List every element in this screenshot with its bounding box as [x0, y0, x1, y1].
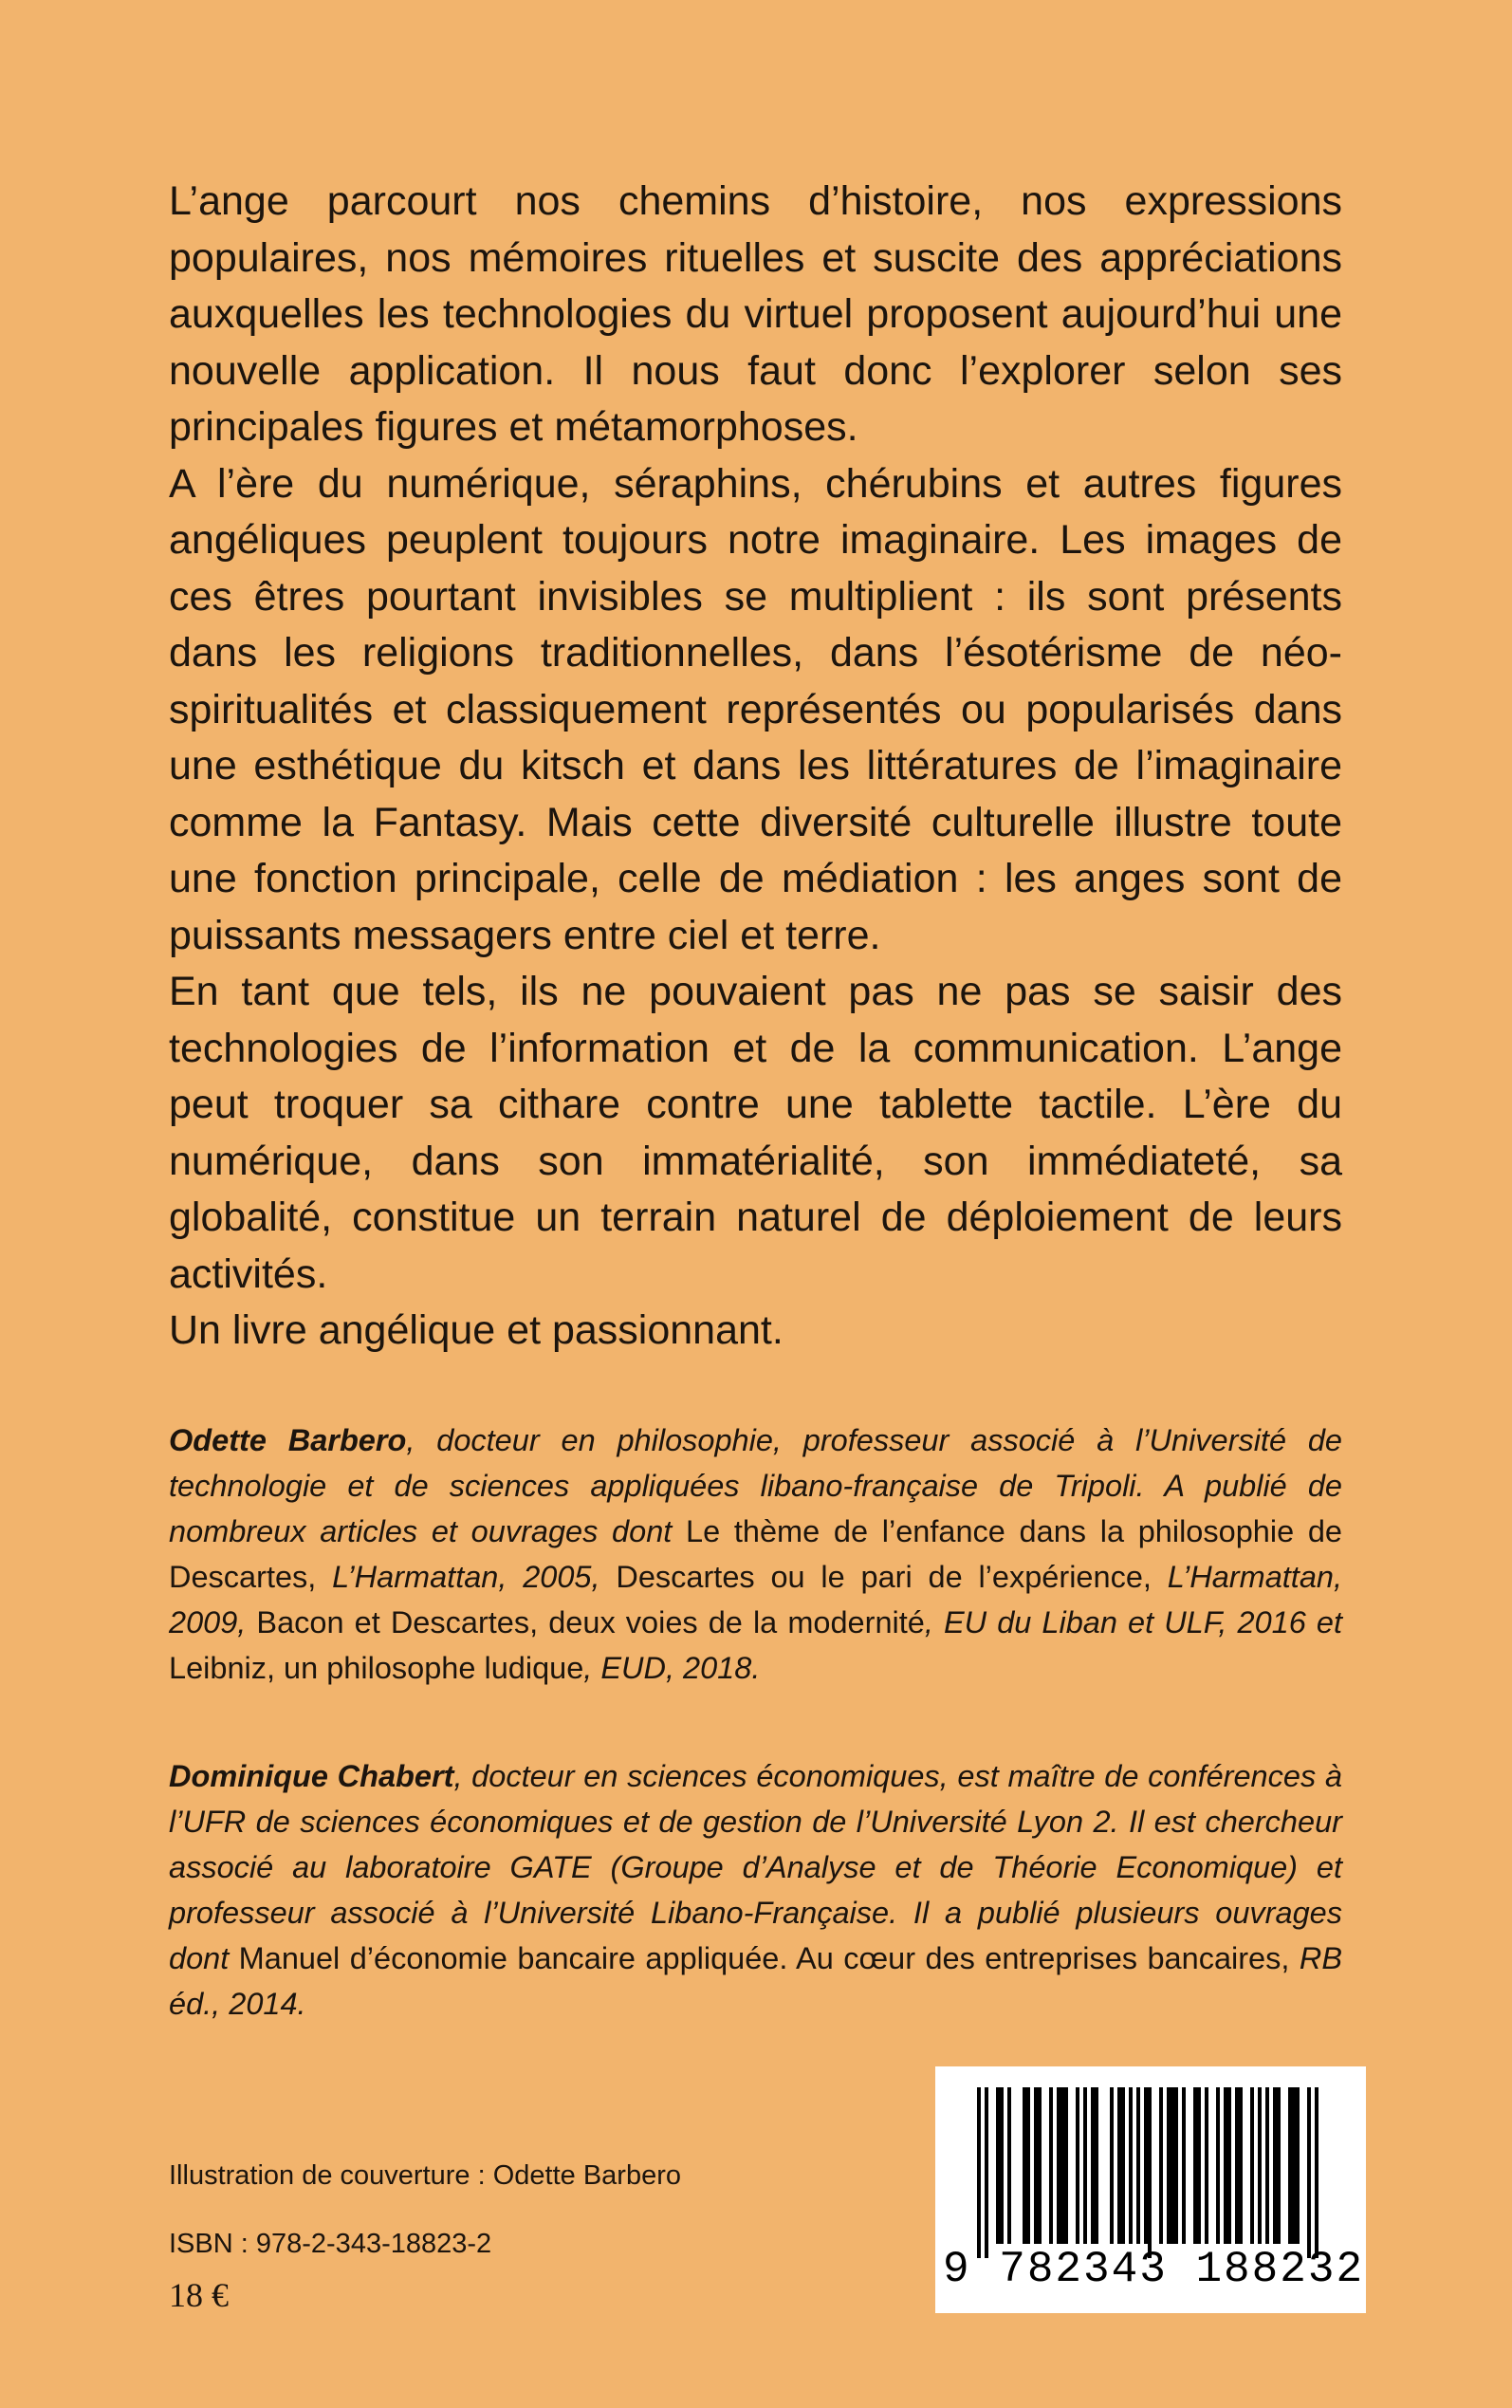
- book-title: Manuel d’économie bancaire appliquée. Au cœur des entreprises bancaires,: [229, 1941, 1300, 1975]
- barcode-bar: [1095, 2087, 1098, 2244]
- barcode-bar: [1315, 2087, 1318, 2258]
- book-title: Leibniz, un philosophe ludique: [169, 1651, 584, 1685]
- author-bio-barbero: [169, 1417, 1342, 1691]
- bio-text: L’Harmattan, 2009,: [169, 1560, 1343, 1639]
- barcode-bar: [1000, 2087, 1004, 2244]
- barcode-bar: [1205, 2087, 1208, 2244]
- barcode-bar: [1148, 2087, 1152, 2258]
- bio-text: , docteur en sciences économiques, est maître de conférences à l’UFR de sciences économiques et de gestion de l’Université Lyon 2. Il est chercheur associé au laboratoire GATE (Groupe d’Analyse et de Théorie Economique) et professeur associé à l’Université Libano-Française. Il a publié plusieurs ouvrages dont: [169, 1759, 1342, 1975]
- barcode-bar: [1265, 2087, 1269, 2244]
- blurb-paragraph-4: Un livre angélique et passionnant.: [169, 1307, 784, 1353]
- barcode-bar: [996, 2087, 1000, 2244]
- price: 18 €: [169, 2276, 229, 2314]
- barcode-bar: [1273, 2087, 1277, 2244]
- barcode-bar: [985, 2087, 988, 2258]
- barcode-bar: [1167, 2087, 1171, 2244]
- book-title: Descartes ou le pari de l’expérience,: [599, 1560, 1168, 1594]
- barcode-bar: [1193, 2087, 1197, 2244]
- book-title: Bacon et Descartes, deux voies de la modernité: [246, 1605, 925, 1639]
- barcode-bar: [1296, 2087, 1300, 2244]
- barcode-bar: [1110, 2087, 1114, 2244]
- author-name: Odette Barbero: [169, 1423, 407, 1457]
- barcode-bar: [1144, 2087, 1148, 2244]
- barcode-bar: [1117, 2087, 1121, 2244]
- illustration-credit: Illustration de couverture : Odette Barbero: [169, 2160, 682, 2191]
- barcode-bar: [1091, 2087, 1095, 2244]
- barcode-bar: [1049, 2087, 1053, 2244]
- barcode-bar: [1174, 2087, 1178, 2244]
- barcode-bar: [977, 2087, 981, 2258]
- barcode-bar: [1026, 2087, 1030, 2244]
- barcode-bar: [1171, 2087, 1174, 2244]
- bio-text: L’Harmattan, 2005,: [332, 1560, 600, 1594]
- barcode-bar: [1235, 2087, 1239, 2244]
- bio-text: , EU du Liban et ULF, 2016 et: [924, 1605, 1342, 1639]
- barcode-bar: [1159, 2087, 1163, 2244]
- barcode-bar: [1288, 2087, 1292, 2244]
- barcode-bar: [1129, 2087, 1133, 2244]
- blurb-paragraph-1: L’ange parcourt nos chemins d’histoire, nos expressions populaires, nos mémoires rituelles et suscite des appréciations auxquelles les technologies du virtuel proposent aujourd’hui une nouvelle application. Il nous faut donc l’explorer selon ses principales figures et métamorphoses.: [169, 178, 1342, 450]
- barcode-bar: [1034, 2087, 1038, 2244]
- barcode-bar: [1307, 2087, 1311, 2258]
- author-name: Dominique Chabert: [169, 1759, 454, 1793]
- barcode-bar: [1227, 2087, 1231, 2244]
- bio-text: , EUD, 2018.: [583, 1651, 761, 1685]
- blurb: [169, 174, 1342, 1360]
- barcode-bar: [1064, 2087, 1068, 2244]
- barcode: [935, 2066, 1366, 2313]
- barcode-digits: 9 782343 188232: [943, 2245, 1365, 2294]
- barcode-bar: [1182, 2087, 1186, 2244]
- barcode-bar: [1197, 2087, 1201, 2244]
- barcode-bar: [1007, 2087, 1011, 2244]
- barcode-bar: [1060, 2087, 1064, 2244]
- barcode-bar: [1239, 2087, 1243, 2244]
- barcode-bar: [1038, 2087, 1042, 2244]
- barcode-bar: [1216, 2087, 1220, 2244]
- barcode-bar: [1076, 2087, 1079, 2244]
- bio-text: , docteur en philosophie, professeur associé à l’Université de technologie et de sciences appliquées libano-française de Tripoli. A publié de nombreux articles et ouvrages dont: [169, 1423, 1343, 1548]
- barcode-bar: [1224, 2087, 1227, 2244]
- bio-text: RB éd., 2014.: [169, 1941, 1342, 2021]
- barcode-bar: [1023, 2087, 1026, 2244]
- barcode-bar: [1121, 2087, 1125, 2244]
- blurb-paragraph-2: A l’ère du numérique, séraphins, chérubins et autres figures angéliques peuplent toujours notre imaginaire. Les images de ces êtres pourtant invisibles se multiplient : ils sont présents dans les religions traditionnelles, dans l’ésotérisme de néo-spiritualités et classiquement représentés ou popularisés dans une esthétique du kitsch et dans les littératures de l’imaginaire comme la Fantasy. Mais cette diversité culturelle illustre toute une fonction principale, celle de médiation : les anges sont de puissants messagers entre ciel et terre.: [169, 460, 1342, 958]
- barcode-bar: [1250, 2087, 1254, 2244]
- book-title: Le thème de l’enfance dans la philosophie de Descartes,: [169, 1514, 1342, 1594]
- blurb-paragraph-3: En tant que tels, ils ne pouvaient pas ne pas se saisir des technologies de l’information et de la communication. L’ange peut troquer sa cithare contre une tablette tactile. L’ère du numérique, dans son immatérialité, son immédiateté, sa globalité, constitue un terrain naturel de déploiement de leurs activités.: [169, 969, 1342, 1297]
- barcode-bar: [1258, 2087, 1262, 2244]
- barcode-bar: [1136, 2087, 1140, 2244]
- barcode-bar: [1277, 2087, 1281, 2244]
- barcode-bar: [1292, 2087, 1296, 2244]
- barcode-bar: [1083, 2087, 1087, 2244]
- isbn: ISBN : 978-2-343-18823-2: [169, 2229, 492, 2259]
- author-bio-chabert: [169, 1753, 1342, 2027]
- barcode-bar: [1057, 2087, 1060, 2244]
